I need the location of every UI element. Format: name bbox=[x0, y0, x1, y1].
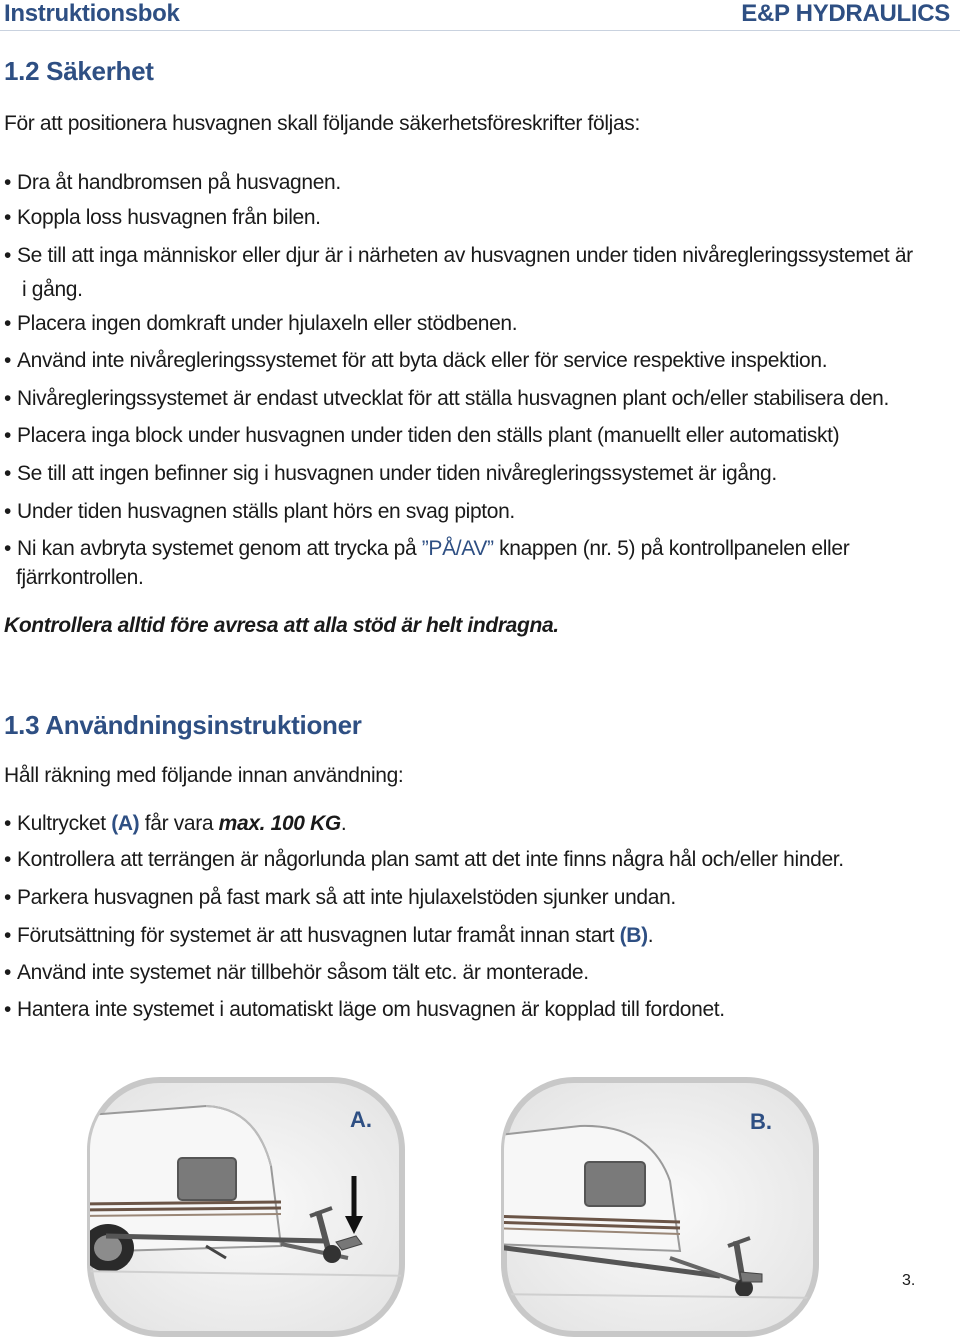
list-item: • Placera inga block under husvagnen under tiden den ställs plant (manuellt eller automatiskt) bbox=[4, 424, 840, 447]
list-item: • Ni kan avbryta systemet genom att trycka på ”PÅ/AV” knappen (nr. 5) på kontrollpanelen eller bbox=[4, 537, 850, 560]
on-off-button-reference: ”PÅ/AV” bbox=[421, 537, 494, 560]
list-item: • Nivåregleringssystemet är endast utvecklat för att ställa husvagnen plant och/eller stabilisera den. bbox=[4, 387, 889, 410]
list-item-continuation: i gång. bbox=[22, 278, 83, 301]
list-item: • Hantera inte systemet i automatiskt läge om husvagnen är kopplad till fordonet. bbox=[4, 998, 725, 1021]
list-item: • Under tiden husvagnen ställs plant hörs en svag pipton. bbox=[4, 500, 515, 523]
list-item: • Kultrycket (A) får vara max. 100 KG. bbox=[4, 812, 347, 835]
figure-b-label: B. bbox=[750, 1109, 772, 1134]
list-item-continuation: fjärrkontrollen. bbox=[16, 566, 144, 589]
list-item: • Se till att inga människor eller djur är i närheten av husvagnen under tiden nivåregleringssystemet är bbox=[4, 244, 913, 267]
section-heading-safety: 1.2 Säkerhet bbox=[4, 56, 154, 86]
list-item: • Koppla loss husvagnen från bilen. bbox=[4, 206, 321, 229]
usage-intro: Håll räkning med följande innan användning: bbox=[4, 764, 404, 787]
page-number: 3. bbox=[902, 1272, 916, 1289]
section-heading-usage: 1.3 Användningsinstruktioner bbox=[4, 710, 362, 740]
list-item: • Dra åt handbromsen på husvagnen. bbox=[4, 171, 341, 194]
list-item: • Se till att ingen befinner sig i husvagnen under tiden nivåregleringssystemet är igång. bbox=[4, 462, 777, 485]
list-item: • Kontrollera att terrängen är någorlunda plan samt att det inte finns några hål och/eller hinder. bbox=[4, 848, 844, 871]
header-divider bbox=[0, 30, 960, 31]
safety-intro: För att positionera husvagnen skall följande säkerhetsföreskrifter följas: bbox=[4, 112, 640, 135]
list-item: • Förutsättning för systemet är att husvagnen lutar framåt innan start (B). bbox=[4, 924, 654, 947]
list-item: • Använd inte systemet när tillbehör såsom tält etc. är monterade. bbox=[4, 961, 589, 984]
list-item: • Placera ingen domkraft under hjulaxeln eller stödbenen. bbox=[4, 312, 518, 335]
company-name: E&P HYDRAULICS bbox=[741, 0, 950, 27]
figure-b-caravan-tilt bbox=[500, 1076, 820, 1338]
document-title: Instruktionsbok bbox=[4, 0, 180, 27]
warning-text: Kontrollera alltid före avresa att alla stöd är helt indragna. bbox=[4, 614, 559, 637]
list-item: • Använd inte nivåregleringssystemet för att byta däck eller för service respektive inspektion. bbox=[4, 349, 828, 372]
figure-a-label: A. bbox=[350, 1107, 372, 1132]
list-item: • Parkera husvagnen på fast mark så att inte hjulaxelstöden sjunker undan. bbox=[4, 886, 676, 909]
